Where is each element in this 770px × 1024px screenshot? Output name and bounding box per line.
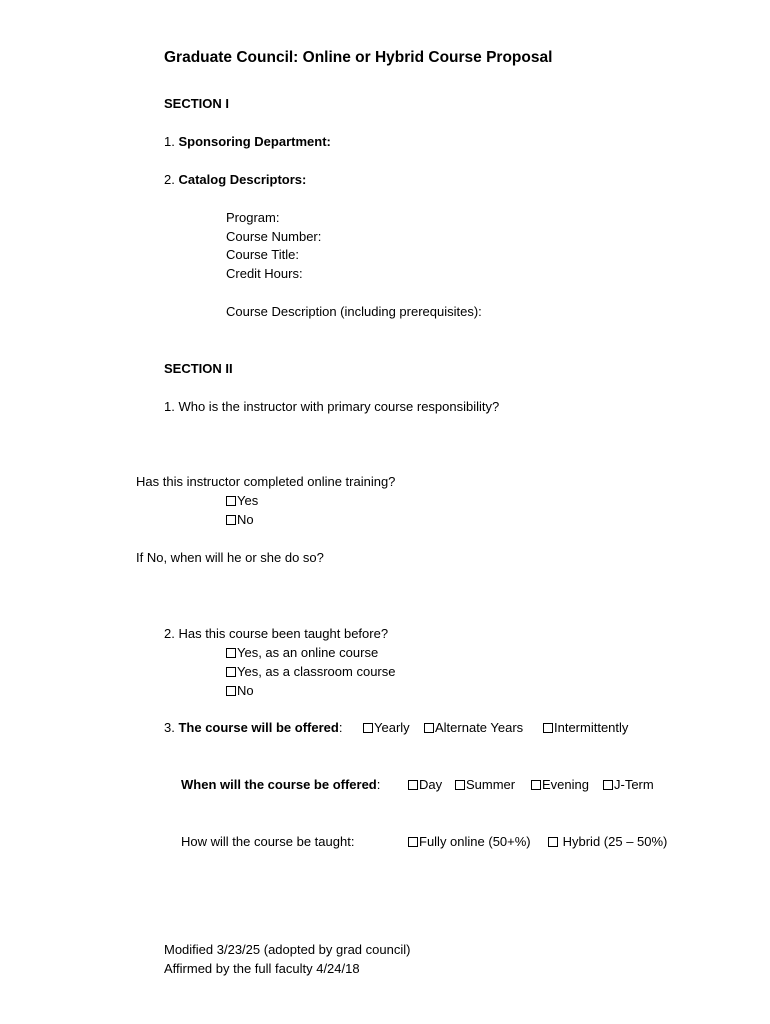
frequency-yearly-option[interactable] bbox=[363, 720, 410, 735]
question-instructor bbox=[164, 399, 499, 414]
question-sponsoring-department bbox=[164, 134, 331, 149]
question-number: 1. bbox=[164, 134, 175, 149]
training-question: Has this instructor completed online training? bbox=[136, 474, 396, 489]
taught-classroom-option[interactable] bbox=[226, 664, 395, 679]
question-number: 3. bbox=[164, 720, 175, 735]
taught-no-option[interactable] bbox=[226, 683, 254, 698]
option-label: Yearly bbox=[374, 720, 410, 735]
course-number-label: Course Number: bbox=[226, 229, 322, 244]
option-label: Day bbox=[419, 777, 443, 792]
section-1-heading: SECTION I bbox=[164, 96, 230, 111]
when-day-option[interactable] bbox=[408, 777, 442, 792]
question-number: 2. bbox=[164, 626, 175, 641]
question-number: 2. bbox=[164, 172, 175, 187]
option-label: No bbox=[237, 683, 254, 698]
checkbox-icon[interactable] bbox=[424, 723, 434, 733]
option-label: Fully online (50+%) bbox=[419, 834, 531, 849]
checkbox-icon[interactable] bbox=[455, 780, 465, 790]
checkbox-icon[interactable] bbox=[226, 648, 236, 658]
program-label: Program: bbox=[226, 210, 280, 225]
when-summer-option[interactable] bbox=[455, 777, 515, 792]
page-title: Graduate Council: Online or Hybrid Course Proposal bbox=[164, 49, 553, 66]
option-label: Hybrid (25 – 50%) bbox=[559, 834, 668, 849]
section-2-heading: SECTION II bbox=[164, 361, 233, 376]
offered-frequency-label: The course will be offered bbox=[178, 720, 339, 735]
question-taught-before bbox=[164, 626, 388, 641]
frequency-intermittently-option[interactable] bbox=[543, 720, 628, 735]
footer-affirmed: Affirmed by the full faculty 4/24/18 bbox=[164, 961, 360, 976]
frequency-alternate-years-option[interactable] bbox=[424, 720, 523, 735]
checkbox-icon[interactable] bbox=[408, 780, 418, 790]
option-label: Intermittently bbox=[554, 720, 629, 735]
checkbox-icon[interactable] bbox=[226, 515, 236, 525]
option-label: Yes, as a classroom course bbox=[237, 664, 396, 679]
checkbox-icon[interactable] bbox=[226, 667, 236, 677]
how-taught-label: How will the course be taught: bbox=[181, 834, 355, 849]
option-label: J-Term bbox=[614, 777, 654, 792]
taught-online-option[interactable] bbox=[226, 645, 378, 660]
when-offered-label: When will the course be offered bbox=[181, 777, 377, 792]
when-jterm-option[interactable] bbox=[603, 777, 654, 792]
training-yes-option[interactable] bbox=[226, 493, 258, 508]
how-hybrid-option[interactable] bbox=[548, 834, 667, 849]
instructor-question-text: Who is the instructor with primary course responsibility? bbox=[178, 399, 500, 414]
checkbox-icon[interactable] bbox=[548, 837, 558, 847]
option-label: Summer bbox=[466, 777, 516, 792]
option-label: Yes bbox=[237, 493, 259, 508]
option-label: Alternate Years bbox=[435, 720, 524, 735]
course-title-label: Course Title: bbox=[226, 247, 299, 262]
credit-hours-label: Credit Hours: bbox=[226, 266, 303, 281]
checkbox-icon[interactable] bbox=[226, 496, 236, 506]
question-catalog-descriptors bbox=[164, 172, 306, 187]
checkbox-icon[interactable] bbox=[408, 837, 418, 847]
footer-modified: Modified 3/23/25 (adopted by grad council) bbox=[164, 942, 411, 957]
option-label: No bbox=[237, 512, 254, 527]
catalog-descriptors-label: Catalog Descriptors: bbox=[178, 172, 307, 187]
course-description-label: Course Description (including prerequisites): bbox=[226, 304, 482, 319]
checkbox-icon[interactable] bbox=[226, 686, 236, 696]
option-label: Yes, as an online course bbox=[237, 645, 379, 660]
how-fully-online-option[interactable] bbox=[408, 834, 531, 849]
checkbox-icon[interactable] bbox=[531, 780, 541, 790]
checkbox-icon[interactable] bbox=[543, 723, 553, 733]
checkbox-icon[interactable] bbox=[363, 723, 373, 733]
option-label: Evening bbox=[542, 777, 589, 792]
if-no-question: If No, when will he or she do so? bbox=[136, 550, 324, 565]
question-number: 1. bbox=[164, 399, 175, 414]
when-offered-question bbox=[181, 777, 380, 792]
checkbox-icon[interactable] bbox=[603, 780, 613, 790]
sponsoring-department-label: Sponsoring Department: bbox=[178, 134, 331, 149]
training-no-option[interactable] bbox=[226, 512, 254, 527]
question-offered-frequency bbox=[164, 720, 342, 735]
taught-before-question-text: Has this course been taught before? bbox=[178, 626, 389, 641]
colon: : bbox=[376, 777, 381, 792]
when-evening-option[interactable] bbox=[531, 777, 589, 792]
colon: : bbox=[338, 720, 343, 735]
